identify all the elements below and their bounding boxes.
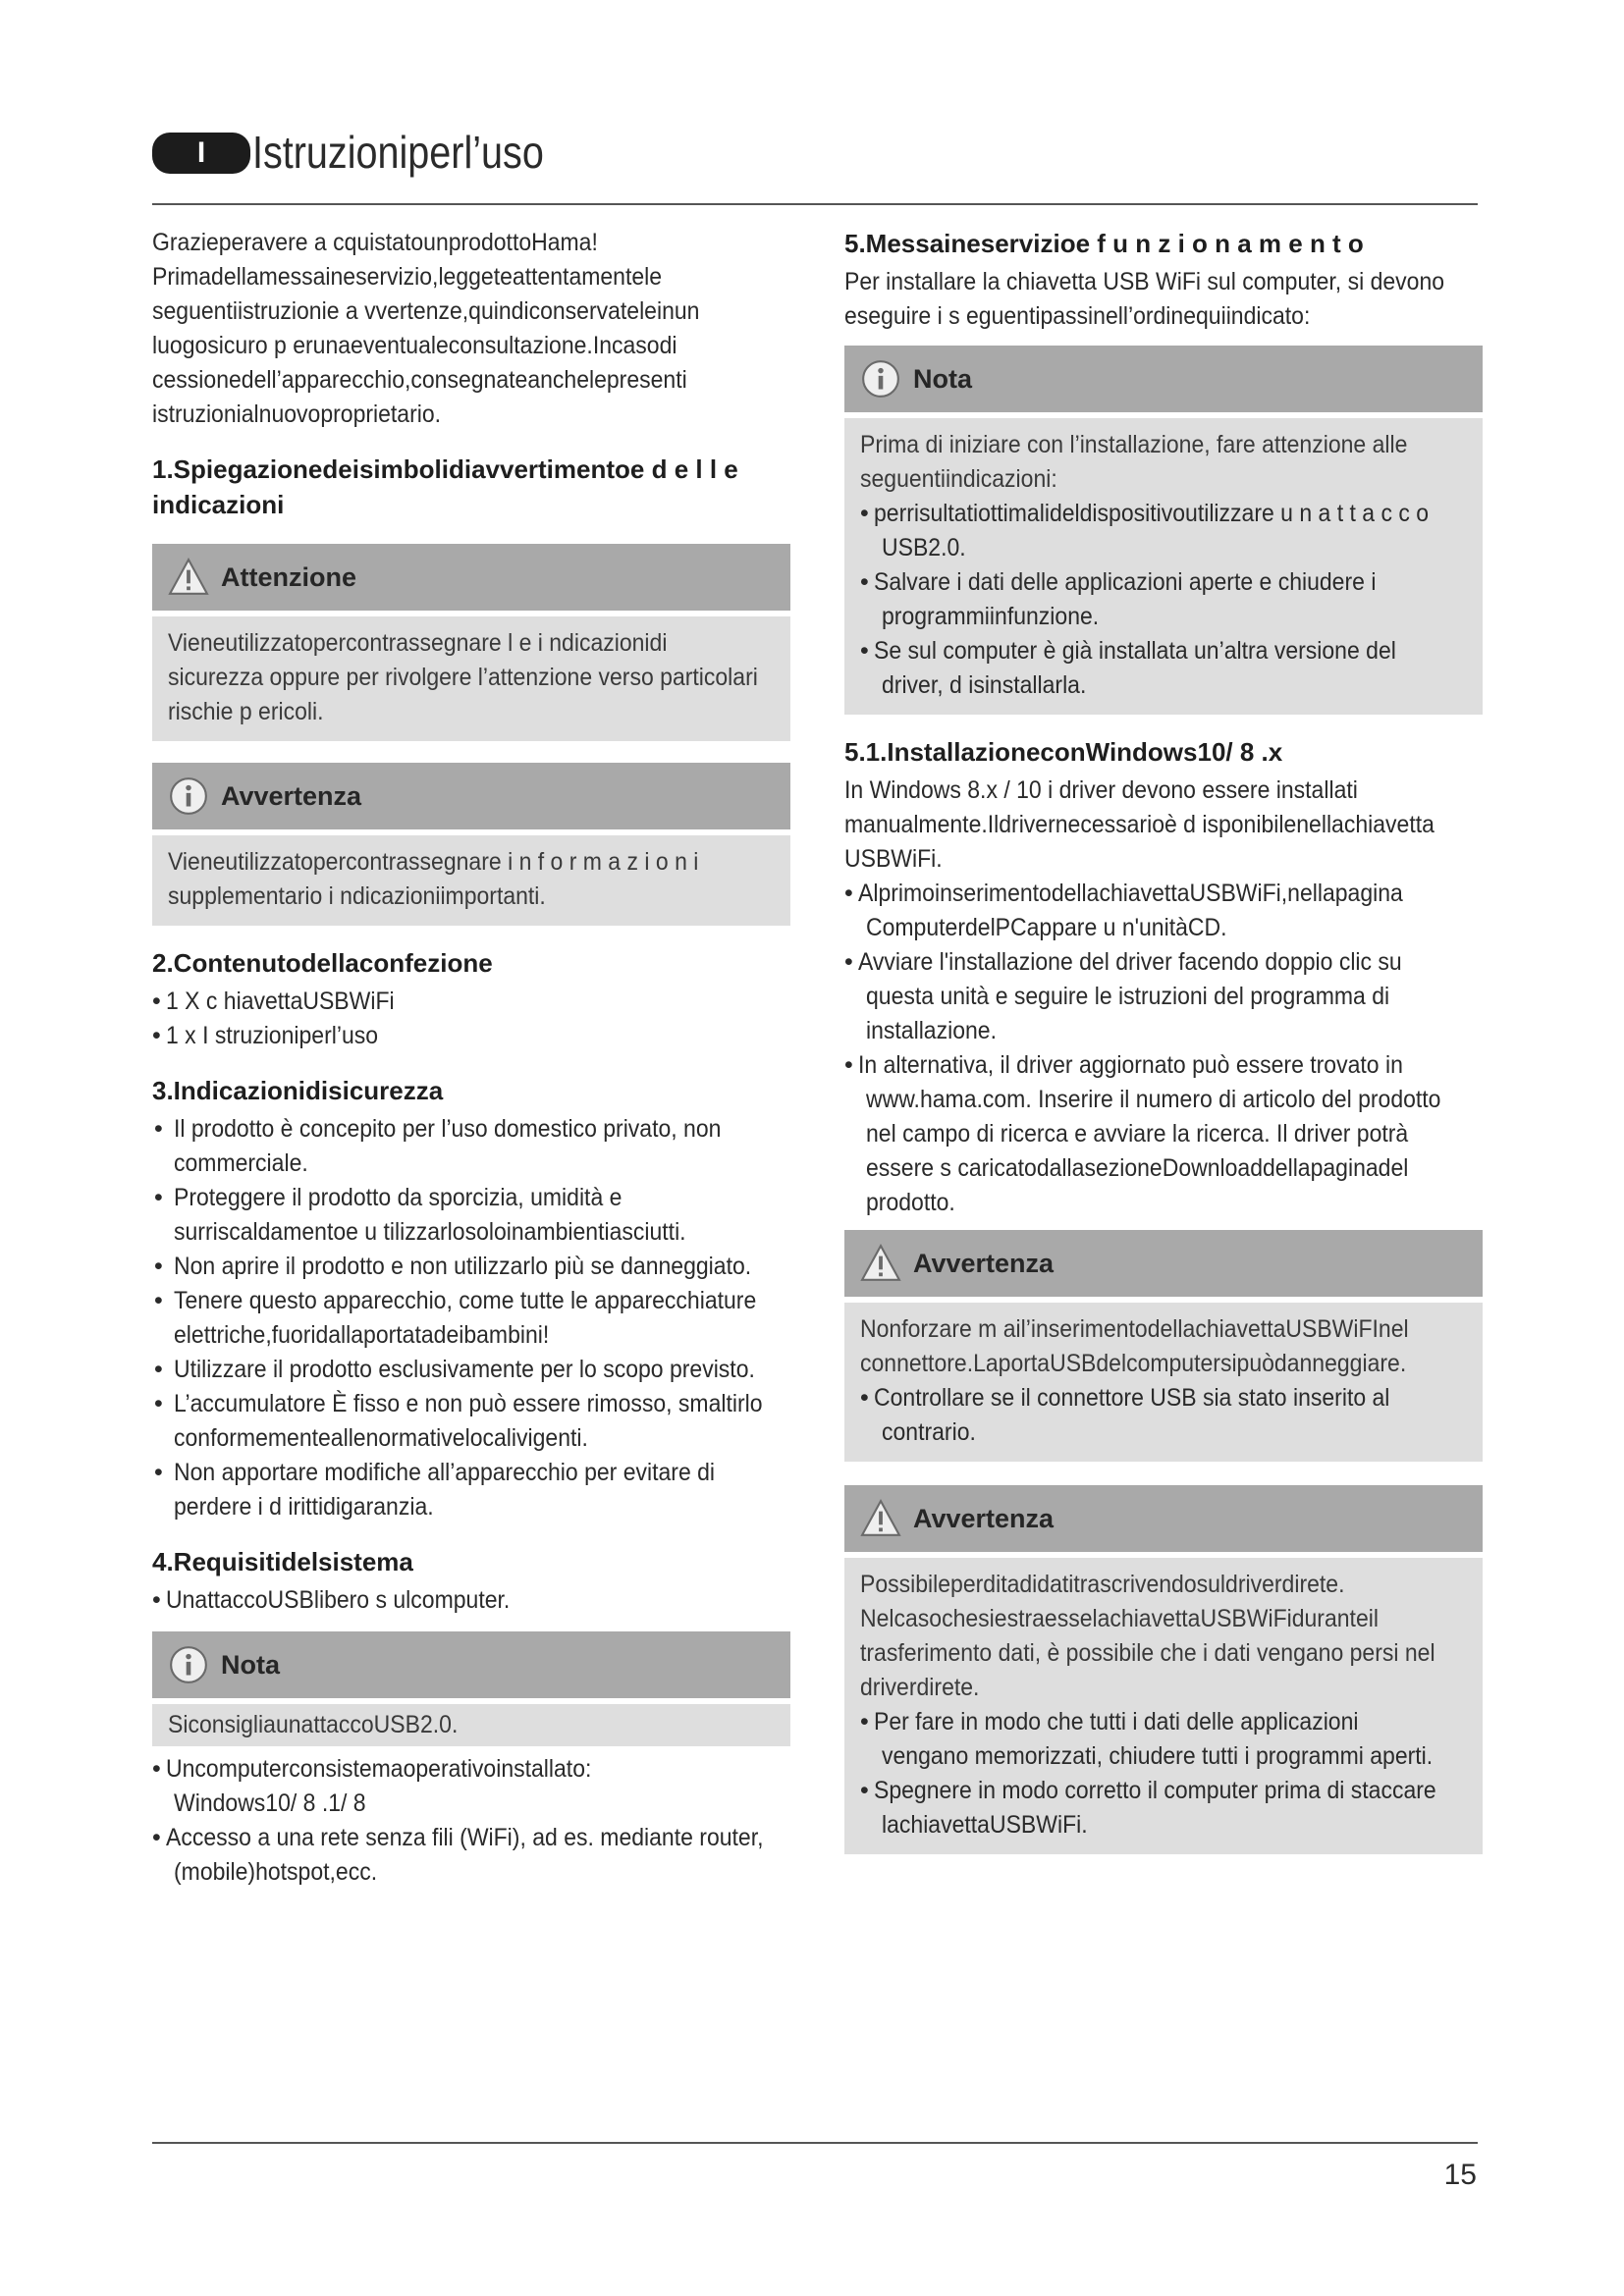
box-header (844, 1485, 1483, 1552)
box-line: rischie p ericoli. (168, 698, 324, 725)
section-5-heading: 5.Messaineservizioe f u n z i o n a m e n t o (844, 229, 1364, 258)
section-2-heading: 2.Contenutodellaconfezione (152, 948, 493, 978)
box-header (152, 544, 790, 611)
box-line: seguentiindicazioni: (860, 465, 1057, 493)
box-line: Vieneutilizzatopercontrassegnare i n f o r m a z i o n i (168, 848, 699, 876)
list-item: • Spegnere in modo corretto il computer prima di staccare lachiavettaUSBWiFi. (860, 1774, 1467, 1842)
list-item: • UnattaccoUSBlibero s ulcomputer. (152, 1583, 790, 1618)
box-line: SiconsigliaunattaccoUSB2.0. (168, 1711, 459, 1738)
info-circle-icon (168, 775, 209, 817)
text-line: manualmente.Ildrivernecessarioè d isponibilenellachiavetta (844, 811, 1435, 838)
box-body (152, 616, 790, 741)
text-line: USBWiFi. (844, 845, 943, 873)
page-title: Istruzioniperl’uso (252, 127, 544, 178)
avvertenza-box (844, 1230, 1483, 1462)
section-3-heading: 3.Indicazionidisicurezza (152, 1076, 444, 1105)
section-1-heading-line: 1.Spiegazionedeisimbolidiavvertimentoe d e l l e (152, 454, 738, 484)
language-badge: I (152, 133, 250, 174)
box-label: Attenzione (221, 561, 356, 592)
left-column (152, 226, 790, 1890)
text-line: In Windows 8.x / 10 i driver devono essere installati (844, 776, 1358, 804)
warning-triangle-icon (860, 1498, 901, 1539)
box-list (860, 497, 1467, 703)
list-item: • In alternativa, il driver aggiornato può essere trovato in www.hama.com. Inserire il numero di articolo del prodotto nel campo di ricerca e avviare la ricerca. Il driver potrà essere s caricatodallasezioneDownloaddellapaginadel prodotto. (844, 1048, 1483, 1220)
list-item: • Tenere questo apparecchio, come tutte le apparecchiature elettriche,fuoridallaportatadeibambini! (152, 1284, 790, 1353)
box-label: Nota (221, 1649, 280, 1680)
info-circle-icon (860, 358, 901, 400)
intro-line: luogosicuro p erunaeventualeconsultazione.Incasodi (152, 332, 677, 359)
header-rule (152, 203, 1478, 205)
intro-line: seguentiistruzionie a vvertenze,quindiconservateleinun (152, 297, 700, 325)
intro-paragraph (152, 226, 790, 432)
box-line: Nonforzare m ail’inserimentodellachiavettaUSBWiFInel (860, 1315, 1409, 1343)
box-header (844, 346, 1483, 412)
box-line: NelcasochesiestraesselachiavettaUSBWiFiduranteil (860, 1605, 1379, 1632)
box-line: connettore.LaportaUSBdelcomputersipuòdanneggiare. (860, 1350, 1407, 1377)
intro-line: Grazieperavere a cquistatounprodottoHama! (152, 229, 598, 256)
box-list (860, 1381, 1467, 1450)
list-item: • Il prodotto è concepito per l’uso domestico privato, non commerciale. (152, 1112, 790, 1181)
section-4-heading: 4.Requisitidelsistema (152, 1547, 413, 1576)
box-body (844, 418, 1483, 715)
nota-box (844, 346, 1483, 715)
intro-line: cessionedell’apparecchio,consegnateanchelepresenti (152, 366, 687, 394)
box-line: Prima di iniziare con l’installazione, fare attenzione alle (860, 431, 1408, 458)
box-body (152, 835, 790, 926)
attenzione-box (152, 544, 790, 741)
box-body (844, 1303, 1483, 1462)
box-body (152, 1704, 790, 1746)
box-header (844, 1230, 1483, 1297)
section-5-1-heading: 5.1.InstallazioneconWindows10/ 8 .x (844, 737, 1283, 767)
list-item: • Non aprire il prodotto e non utilizzarlo più se danneggiato. (152, 1250, 790, 1284)
intro-line: Primadellamessaineservizio,leggeteattentamentele (152, 263, 663, 291)
list-item: • AlprimoinserimentodellachiavettaUSBWiFi,nellapagina ComputerdelPCappare u n'unitàCD. (844, 877, 1483, 945)
requirements-list-continued (152, 1752, 790, 1890)
warning-triangle-icon (860, 1243, 901, 1284)
list-item: • 1 x I struzioniperl’uso (152, 1019, 790, 1053)
warning-triangle-icon (168, 557, 209, 598)
box-label: Avvertenza (221, 780, 362, 811)
installation-steps-list (844, 877, 1483, 1220)
list-item: • Uncomputerconsistemaoperativoinstallato: Windows10/ 8 .1/ 8 (152, 1752, 790, 1821)
list-item: • 1 X c hiavettaUSBWiFi (152, 985, 790, 1019)
list-item: • Avviare l'installazione del driver facendo doppio clic su questa unità e seguire le istruzioni del programma di installazione. (844, 945, 1483, 1048)
box-body (844, 1558, 1483, 1854)
box-line: Possibileperditadidatitrascrivendosuldriverdirete. (860, 1571, 1345, 1598)
box-label: Avvertenza (913, 1503, 1055, 1533)
intro-line: istruzionialnuovoproprietario. (152, 400, 442, 428)
section-1-heading (152, 452, 790, 522)
box-header (152, 1631, 790, 1698)
list-item: • perrisultatiottimalideldispositivoutilizzare u n a t t a c c o USB2.0. (860, 497, 1467, 565)
package-contents-list (152, 985, 790, 1053)
list-item: • Controllare se il connettore USB sia stato inserito al contrario. (860, 1381, 1467, 1450)
requirements-list (152, 1583, 790, 1618)
list-item: • Proteggere il prodotto da sporcizia, umidità e surriscaldamentoe u tilizzarlosoloinambientiasciutti. (152, 1181, 790, 1250)
section-1-heading-line: indicazioni (152, 490, 285, 519)
right-column (844, 226, 1483, 1860)
list-item: • Utilizzare il prodotto esclusivamente per lo scopo previsto. (152, 1353, 790, 1387)
box-line: Vieneutilizzatopercontrassegnare l e i ndicazionidi (168, 629, 668, 657)
box-line: driverdirete. (860, 1674, 980, 1701)
box-line: trasferimento dati, è possibile che i dati vengano persi nel (860, 1639, 1435, 1667)
list-item: • L’accumulatore È fisso e non può essere rimosso, smaltirlo conformementeallenormativelocalivigenti. (152, 1387, 790, 1456)
box-label: Nota (913, 363, 972, 394)
box-label: Avvertenza (913, 1248, 1055, 1278)
box-list (860, 1705, 1467, 1842)
info-circle-icon (168, 1644, 209, 1685)
avvertenza-box (152, 763, 790, 926)
footer-rule (152, 2142, 1478, 2144)
page-number: 15 (1443, 2159, 1477, 2191)
list-item: • Per fare in modo che tutti i dati delle applicazioni vengano memorizzati, chiudere tutti i programmi aperti. (860, 1705, 1467, 1774)
list-item: • Accesso a una rete senza fili (WiFi), ad es. mediante router, (mobile)hotspot,ecc. (152, 1821, 790, 1890)
avvertenza-box (844, 1485, 1483, 1854)
list-item: • Se sul computer è già installata un’altra versione del driver, d isinstallarla. (860, 634, 1467, 703)
safety-list (152, 1112, 790, 1524)
nota-box (152, 1631, 790, 1746)
list-item: • Salvare i dati delle applicazioni aperte e chiudere i programmiinfunzione. (860, 565, 1467, 634)
list-item: • Non apportare modifiche all’apparecchio per evitare di perdere i d irittidigaranzia. (152, 1456, 790, 1524)
box-line: supplementario i ndicazioniimportanti. (168, 882, 546, 910)
box-line: sicurezza oppure per rivolgere l’attenzione verso particolari (168, 664, 758, 691)
text-line: Per installare la chiavetta USB WiFi sul computer, si devono (844, 268, 1445, 295)
box-header (152, 763, 790, 829)
text-line: eseguire i s eguentipassinell’ordinequiindicato: (844, 302, 1311, 330)
